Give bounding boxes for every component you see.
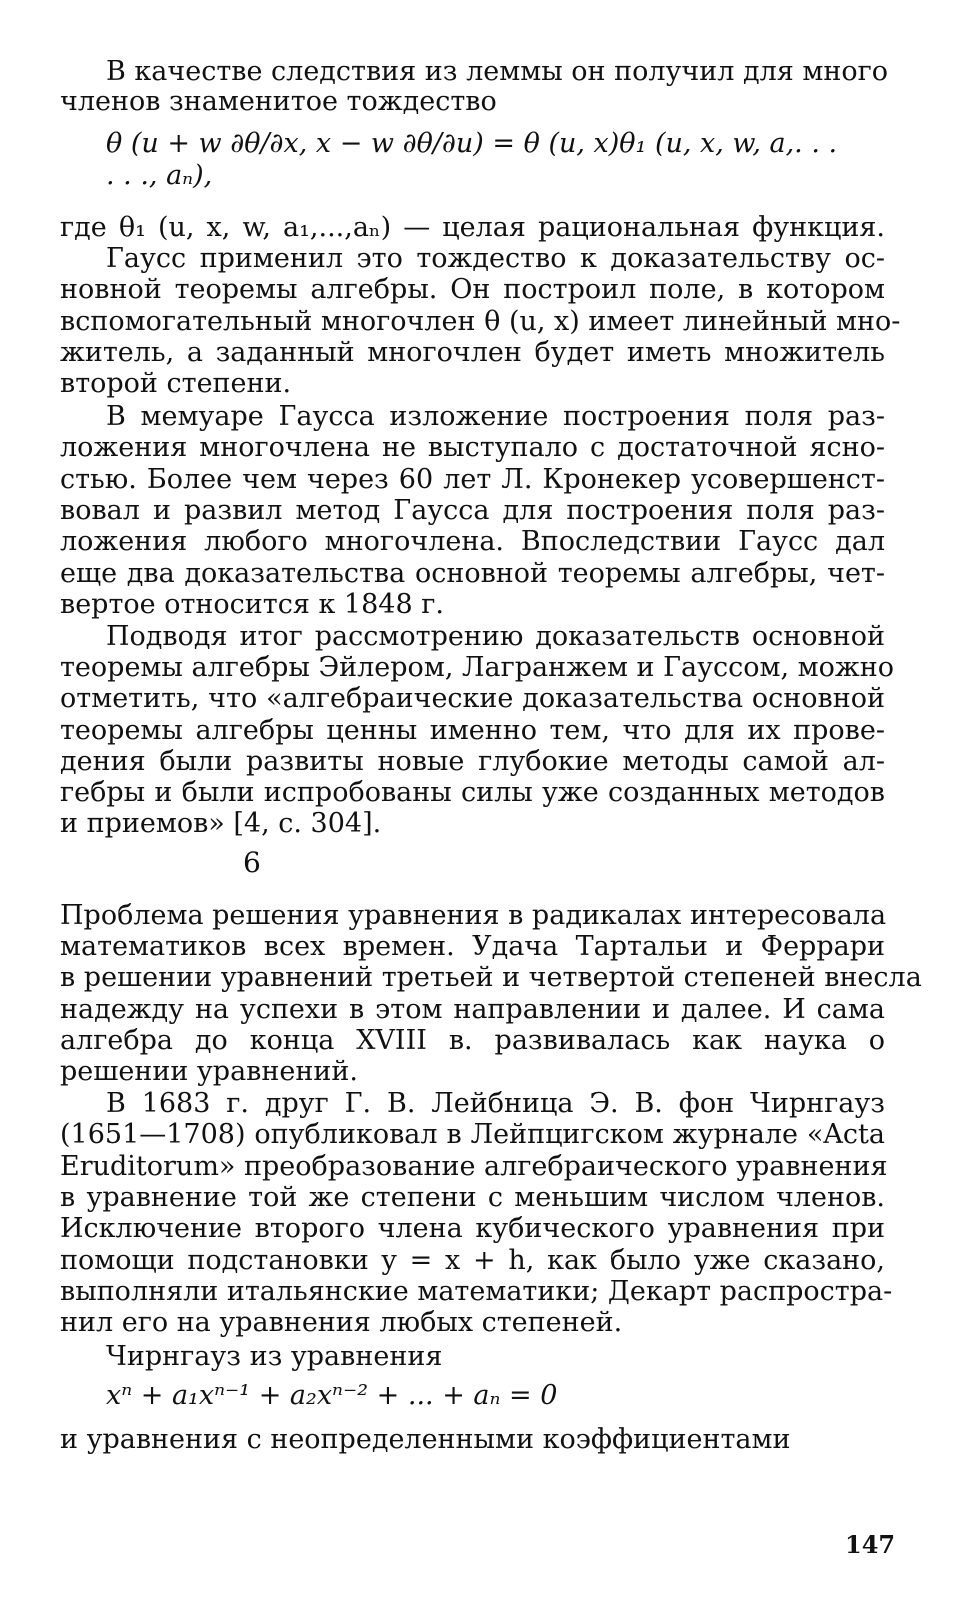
text-line: еще два доказательства основной теоремы алгебры, чет-: [60, 558, 885, 589]
text-line: Чирнгауз из уравнения: [106, 1341, 443, 1372]
text-line: отметить, что «алгебраические доказательства основной: [60, 683, 885, 714]
text-line: где θ₁ (u, x, w, a₁,...,aₙ) — целая рациональная функция.: [60, 212, 885, 243]
text-line: выполняли итальянские математики; Декарт распростра-: [60, 1276, 893, 1307]
text-line: теоремы алгебры Эйлером, Лагранжем и Гауссом, можно: [60, 652, 894, 683]
text-line: вовал и развил метод Гаусса для построения поля раз-: [60, 495, 885, 526]
text-line: в уравнение той же степени с меньшим числом членов.: [60, 1182, 885, 1213]
text-line: второй степени.: [60, 368, 292, 399]
text-line: ложения многочлена не выступало с достаточной ясно-: [60, 432, 885, 463]
text-line: вертое относится к 1848 г.: [60, 589, 444, 620]
text-line: математиков всех времен. Удача Тартальи и Феррари: [60, 931, 885, 962]
text-line: нил его на уравнения любых степеней.: [60, 1307, 623, 1338]
text-line: вспомогательный многочлен θ (u, x) имеет линейный мно-: [60, 306, 901, 337]
text-line: В 1683 г. друг Г. В. Лейбница Э. В. фон Чирнгауз: [106, 1088, 885, 1119]
page-number: 147: [845, 1530, 896, 1559]
text-line: стью. Более чем через 60 лет Л. Кронекер усовершенст-: [60, 464, 885, 495]
formula-line: xⁿ + a₁xⁿ⁻¹ + a₂xⁿ⁻² + ... + aₙ = 0: [106, 1380, 558, 1411]
text-line: новной теоремы алгебры. Он построил поле, в котором: [60, 274, 885, 305]
text-line: теоремы алгебры ценны именно тем, что для их прове-: [60, 715, 885, 746]
text-line: и приемов» [4, с. 304].: [60, 808, 382, 839]
text-line: в решении уравнений третьей и четвертой степеней внесла: [60, 962, 922, 993]
section-number: 6: [243, 846, 261, 879]
formula-line: θ (u + w ∂θ/∂x, x − w ∂θ/∂u) = θ (u, x)θ₁ (u, x, w, a,. . .: [106, 128, 838, 159]
text-line: членов знаменитое тождество: [60, 86, 497, 117]
text-line: Eruditorum» преобразование алгебраического уравнения: [60, 1151, 888, 1182]
text-line: ложения любого многочлена. Впоследствии Гаусс дал: [60, 526, 885, 557]
text-line: В качестве следствия из леммы он получил для много: [106, 56, 889, 87]
text-line: надежду на успехи в этом направлении и далее. И сама: [60, 994, 885, 1025]
text-line: Подводя итог рассмотрению доказательств основной: [106, 621, 885, 652]
text-line: житель, а заданный многочлен будет иметь множитель: [60, 337, 885, 368]
text-line: алгебра до конца XVIII в. развивалась как наука о: [60, 1025, 885, 1056]
text-line: (1651—1708) опубликовал в Лейпцигском журнале «Acta: [60, 1119, 885, 1150]
formula-line: . . ., aₙ),: [106, 160, 213, 191]
text-line: Проблема решения уравнения в радикалах интересовала: [60, 900, 887, 931]
text-line: и уравнения с неопределенными коэффициентами: [60, 1424, 791, 1455]
text-line: гебры и были испробованы силы уже созданных методов: [60, 777, 885, 808]
text-line: В мемуаре Гаусса изложение построения поля раз-: [106, 401, 885, 432]
text-line: дения были развиты новые глубокие методы самой ал-: [60, 746, 885, 777]
text-line: помощи подстановки y = x + h, как было уже сказано,: [60, 1245, 885, 1276]
text-line: Исключение второго члена кубического уравнения при: [60, 1213, 885, 1244]
text-line: Гаусс применил это тождество к доказательству ос-: [106, 243, 885, 274]
text-line: решении уравнений.: [60, 1056, 358, 1087]
